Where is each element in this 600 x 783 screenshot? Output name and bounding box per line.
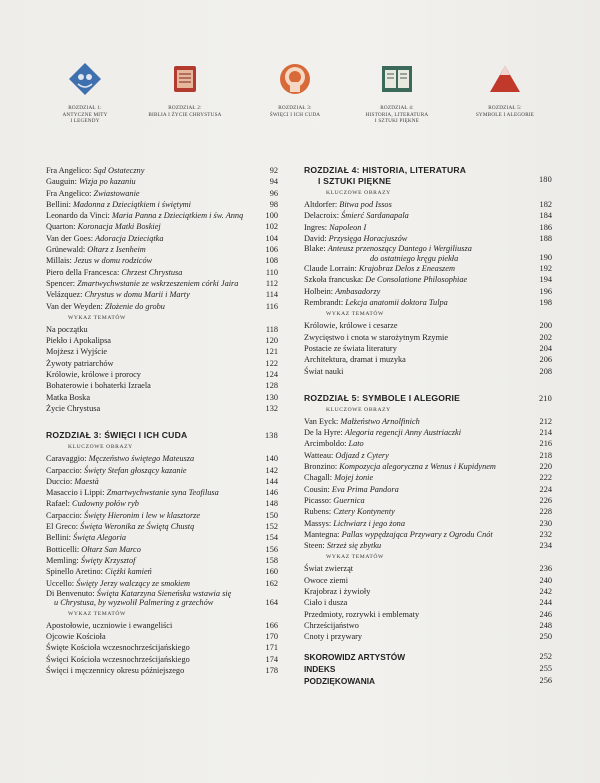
artist-name: Picasso: [304, 495, 334, 505]
red-mountain-icon [488, 62, 522, 96]
artist-name: Masaccio i Lippi: [46, 488, 107, 498]
theme-title: Piekło i Apokalipsa [46, 336, 111, 346]
work-title: Eva Prima Pandora [331, 484, 399, 494]
toc-entry [46, 453, 278, 464]
work-title: Cudowny połów ryb [72, 499, 139, 509]
toc-entry [304, 427, 552, 438]
chapter-3-emblem [250, 62, 340, 118]
toc-theme-entry [46, 642, 278, 653]
artist-name: Ingres: [304, 222, 330, 232]
toc-theme-entry [46, 403, 278, 414]
page-number: 232 [539, 529, 552, 539]
work-title: Jezus w domu rodziców [73, 256, 153, 266]
page-number: 218 [539, 450, 552, 460]
work-title: Ciężki kamień [105, 567, 152, 577]
toc-entry [46, 510, 278, 521]
key-works-heading: KLUCZOWE OBRAZY [68, 444, 133, 451]
contents-left-column [46, 165, 278, 676]
page-number: 250 [539, 632, 552, 642]
toc-entry [304, 274, 552, 285]
page-number: 255 [539, 663, 552, 673]
page-number: 142 [265, 465, 278, 475]
artist-name: Rembrandt: [304, 298, 346, 308]
artist-name: Delacroix: [304, 211, 342, 221]
page-number: 166 [265, 620, 278, 630]
toc-theme-entry [46, 665, 278, 676]
toc-theme-entry [46, 620, 278, 631]
work-title: Święty Stefan głoszący kazanie [84, 465, 187, 475]
work-title: Święty Jerzy walczący ze smokiem [76, 578, 191, 588]
artist-name: Fra Angelico: [46, 188, 94, 198]
page-number: 148 [265, 499, 278, 509]
artist-name: El Greco: [46, 522, 81, 532]
themes-heading: WYKAZ TEMATÓW [326, 554, 384, 561]
page-number: 156 [265, 544, 278, 554]
work-title: Kompozycja alegoryczna z Wenus i Kupidynem [339, 462, 496, 472]
toc-theme-entry [46, 335, 278, 346]
work-title: Napoleon I [329, 222, 367, 232]
artist-name: Cousin: [304, 484, 332, 494]
contents-right-column [304, 165, 552, 687]
toc-theme-entry [304, 597, 552, 608]
toc-theme-entry [304, 620, 552, 631]
work-title: Koronacja Matki Boskiej [77, 222, 161, 232]
toc-entry [46, 188, 278, 199]
artist-name: Rafael: [46, 499, 73, 509]
page-number: 92 [269, 166, 278, 175]
theme-title: Świat zwierząt [304, 564, 354, 574]
page-number: 114 [265, 290, 278, 300]
toc-entry [46, 476, 278, 487]
toc-theme-entry [304, 631, 552, 642]
open-book-icon [380, 62, 414, 96]
work-title: Odjazd z Cytery [335, 450, 389, 460]
page-number: 200 [539, 321, 552, 331]
artist-name: Leonardo da Vinci: [46, 211, 112, 221]
page-number: 146 [265, 488, 278, 498]
toc-entry [46, 233, 278, 244]
page-number: 104 [265, 233, 278, 243]
work-title: Zmartwychwstanie syna Teofilusa [106, 488, 219, 498]
toc-entry [46, 255, 278, 266]
toc-entry [46, 544, 278, 555]
toc-theme-entry [304, 563, 552, 574]
page-number: 102 [265, 222, 278, 232]
toc-theme-entry [304, 366, 552, 377]
page-number: 216 [539, 439, 552, 449]
page-number: 204 [539, 343, 552, 353]
page-number: 188 [539, 233, 552, 243]
toc-entry [46, 176, 278, 187]
toc-entry [304, 438, 552, 449]
page-number: 170 [265, 632, 278, 642]
work-title: Ołtarz z Isenheim [87, 245, 146, 255]
work-title: Święta Weronika ze Świętą Chustą [80, 522, 195, 532]
key-works-heading: KLUCZOWE OBRAZY [326, 406, 391, 413]
page-number: 212 [539, 416, 552, 426]
work-title: Lichwiarz i jego żona [333, 518, 405, 528]
work-title: Adoracja Dzieciątka [95, 233, 164, 243]
work-title: Mojej żonie [334, 473, 374, 483]
toc-entry [304, 461, 552, 472]
theme-title: Życie Chrystusa [46, 403, 101, 413]
page-number: 192 [539, 264, 552, 274]
chapter-4-heading: ROZDZIAŁ 4: HISTORIA, LITERATURA I SZTUKI PIĘKNE 180 [304, 165, 552, 186]
toc-entry: Blake: Anteusz przenoszący Dantego i Wergiliusza do ostatniego kręgu piekła 190 [304, 244, 552, 263]
page-number: 244 [539, 598, 552, 608]
work-title: Święta Alegoria [72, 533, 127, 543]
artist-name: Steen: [304, 541, 327, 551]
theme-title: Zwycięstwo i cnota w starożytnym Rzymie [304, 332, 449, 342]
work-title: Zwiastowanie [93, 188, 140, 198]
artist-name: Arcimboldo: [304, 439, 349, 449]
artist-name: Caravaggio: [46, 454, 89, 464]
toc-entry [46, 221, 278, 232]
toc-entry [46, 165, 278, 176]
page-number: 106 [265, 245, 278, 255]
page-number: 174 [265, 654, 278, 664]
toc-theme-entry [304, 586, 552, 597]
page-number: 236 [539, 564, 552, 574]
artist-name: Duccio: [46, 476, 75, 486]
theme-title: Matka Boska [46, 392, 91, 402]
toc-theme-entry [46, 324, 278, 335]
page-number: 208 [539, 366, 552, 376]
toc-entry [304, 263, 552, 274]
page-number: 144 [265, 476, 278, 486]
toc-entry [304, 210, 552, 221]
theme-title: Przedmioty, rozrywki i emblematy [304, 609, 420, 619]
toc-theme-entry [46, 346, 278, 357]
toc-entry [304, 518, 552, 529]
themes-heading: WYKAZ TEMATÓW [68, 610, 126, 617]
page-number: 256 [539, 675, 552, 685]
work-title: Wizja po kazaniu [78, 177, 136, 187]
back-matter-entry [304, 663, 552, 675]
page-number: 246 [539, 609, 552, 619]
page-number: 154 [265, 533, 278, 543]
artist-name: Memling: [46, 555, 81, 565]
chapter-icon-bar [40, 62, 570, 142]
page-number: 150 [265, 510, 278, 520]
page-number: 248 [539, 620, 552, 630]
chapter-4-emblem [352, 62, 442, 125]
artist-name: Millais: [46, 256, 74, 266]
page-number: 116 [265, 301, 278, 311]
work-title: Zmartwychwstanie ze wskrzeszeniem córki Jaira [77, 278, 239, 288]
work-title: Lekcja anatomii doktora Tulpa [345, 298, 448, 308]
toc-theme-entry [46, 369, 278, 380]
work-title: Małżeństwo Arnolfinich [340, 416, 420, 426]
page-number: 122 [265, 358, 278, 368]
theme-title: Chrześcijaństwo [304, 620, 359, 630]
page-number: 98 [269, 199, 278, 209]
theme-title: Owoce ziemi [304, 575, 349, 585]
page-number: 108 [265, 256, 278, 266]
artist-name: Claude Lorrain: [304, 264, 359, 274]
work-title: Męczeństwo świętego Mateusza [88, 454, 195, 464]
toc-entry [304, 286, 552, 297]
page-number: 214 [539, 428, 552, 438]
toc-entry [46, 289, 278, 300]
artist-name: Piero della Francesca: [46, 267, 122, 277]
page-number: 128 [265, 381, 278, 391]
toc-entry [46, 521, 278, 532]
work-title: Ołtarz San Marco [81, 544, 141, 554]
work-title: De Consolatione Philosophiae [365, 275, 468, 285]
toc-theme-entry [46, 358, 278, 369]
artist-name: Mantegna: [304, 529, 342, 539]
toc-entry [304, 222, 552, 233]
toc-entry [46, 532, 278, 543]
toc-theme-entry [46, 392, 278, 403]
theme-title: Krajobraz i żywioły [304, 587, 371, 597]
toc-theme-entry [304, 332, 552, 343]
page-number: 96 [269, 188, 278, 198]
page-number: 118 [265, 324, 278, 334]
artist-name: Bronzino: [304, 462, 340, 472]
work-title: Chrystus w domu Marii i Marty [84, 290, 190, 300]
toc-entry [304, 297, 552, 308]
work-title: Święty Krzysztof [80, 555, 136, 565]
page-number: 182 [539, 200, 552, 209]
page-number: 234 [539, 541, 552, 551]
back-matter-title: PODZIĘKOWANIA [304, 675, 375, 686]
theme-title: Cnoty i przywary [304, 632, 363, 642]
artist-name: Chagall: [304, 473, 335, 483]
toc-entry [304, 233, 552, 244]
chapter-1-label: ROZDZIAŁ 1: ANTYCZNE MITY I LEGENDY [62, 105, 108, 125]
page-number: 130 [265, 392, 278, 402]
work-title: Alegoria regencji Anny Austriaczki [344, 428, 461, 438]
page-number: 152 [265, 522, 278, 532]
work-title: Śmierć Sardanapala [341, 211, 409, 221]
artist-name: Bellini: [46, 533, 73, 543]
key-works-heading: KLUCZOWE OBRAZY [326, 190, 391, 196]
back-matter-title: INDEKS [304, 663, 336, 674]
page-number: 226 [539, 495, 552, 505]
toc-entry [46, 578, 278, 589]
toc-entry [46, 566, 278, 577]
artist-name: Uccello: [46, 578, 77, 588]
page-number: 162 [265, 578, 278, 588]
work-title: Pallas wypędzająca Przywary z Ogrodu Cnót [341, 529, 493, 539]
page-number: 124 [265, 370, 278, 380]
toc-entry [46, 465, 278, 476]
page-number: 220 [539, 462, 552, 472]
chapter-2-emblem [140, 62, 230, 118]
toc-entry [46, 555, 278, 566]
back-matter-entry [304, 675, 552, 687]
page-number: 252 [539, 651, 552, 661]
artist-name: Carpaccio: [46, 465, 85, 475]
toc-theme-entry [46, 654, 278, 665]
toc-entry [304, 199, 552, 210]
artist-name: Van der Goes: [46, 233, 96, 243]
theme-title: Żywoty patriarchów [46, 358, 114, 368]
page-number: 121 [265, 347, 278, 357]
chapter-1-emblem [40, 62, 130, 125]
page-number: 242 [539, 587, 552, 597]
artist-name: De la Hyre: [304, 428, 345, 438]
toc-entry [304, 416, 552, 427]
artist-name: Massys: [304, 518, 334, 528]
work-title: Chrzest Chrystusa [121, 267, 183, 277]
artist-name: Bellini: [46, 199, 73, 209]
toc-entry [304, 484, 552, 495]
artist-name: Van Eyck: [304, 416, 341, 426]
page-number: 110 [265, 267, 278, 277]
toc-theme-entry [304, 320, 552, 331]
toc-entry [304, 529, 552, 540]
work-title: Maestà [74, 476, 99, 486]
artist-name: Quarton: [46, 222, 78, 232]
work-title: Guernica [333, 495, 365, 505]
work-title: Cztery Kontynenty [333, 507, 395, 517]
page-number: 120 [265, 336, 278, 346]
artist-name: Altdorfer: [304, 200, 340, 209]
theme-title: Święci i męczennicy okresu późniejszego [46, 665, 185, 675]
chapter-5-heading: ROZDZIAŁ 5: SYMBOLE I ALEGORIE 210 [304, 392, 552, 403]
page-number: 140 [265, 454, 278, 464]
page-number: 222 [539, 473, 552, 483]
work-title: Sąd Ostateczny [93, 166, 145, 175]
page-number: 206 [539, 355, 552, 365]
toc-entry [46, 487, 278, 498]
work-title: Bitwa pod Issos [339, 200, 392, 209]
toc-theme-entry [304, 609, 552, 620]
chapter-3-heading: ROZDZIAŁ 3: ŚWIĘCI I ICH CUDA 138 [46, 430, 278, 441]
theme-title: Na początku [46, 324, 88, 334]
artist-name: Rubens: [304, 507, 334, 517]
theme-title: Świat nauki [304, 366, 344, 376]
artist-name: Spencer: [46, 278, 78, 288]
artist-name: Holbein: [304, 286, 336, 296]
page-number: 160 [265, 567, 278, 577]
toc-entry [46, 278, 278, 289]
theme-title: Postacie ze świata literatury [304, 343, 397, 353]
artist-name: Velázquez: [46, 290, 85, 300]
theme-title: Apostołowie, uczniowie i ewangeliści [46, 620, 173, 630]
toc-theme-entry [46, 631, 278, 642]
page-number: 196 [539, 286, 552, 296]
theme-title: Architektura, dramat i muzyka [304, 355, 406, 365]
toc-entry [304, 495, 552, 506]
toc-entry [304, 506, 552, 517]
toc-entry [46, 199, 278, 210]
theme-title: Bohaterowie i bohaterki Izraela [46, 381, 151, 391]
work-title: Maria Panna z Dzieciątkiem i św. Anną [111, 211, 244, 221]
artist-name: Szkoła francuska: [304, 275, 366, 285]
theme-title: Ciało i dusza [304, 598, 348, 608]
artist-name: Van der Weyden: [46, 301, 105, 311]
work-title: Madonna z Dzieciątkiem i świętymi [72, 199, 191, 209]
toc-theme-entry [304, 343, 552, 354]
artist-name: Gauguin: [46, 177, 79, 187]
page-number: 112 [265, 278, 278, 288]
page-number: 230 [539, 518, 552, 528]
toc-theme-entry [304, 575, 552, 586]
toc-entry [304, 450, 552, 461]
work-title: Święty Hieronim i lew w klasztorze [84, 510, 201, 520]
toc-entry [304, 472, 552, 483]
scroll-icon [168, 62, 202, 96]
toc-entry [46, 210, 278, 221]
page-number: 228 [539, 507, 552, 517]
themes-heading: WYKAZ TEMATÓW [68, 314, 126, 321]
artist-name: Watteau: [304, 450, 336, 460]
chapter-5-emblem [460, 62, 550, 118]
work-title: Ambasadorzy [335, 286, 381, 296]
theme-title: Święci Kościoła wczesnochrześcijańskiego [46, 654, 190, 664]
toc-entry: Di Benvenuto: Święta Katarzyna Sieneńska wstawia się u Chrystusa, by wyzwolił Palmering z grzechów 164 [46, 588, 278, 608]
artist-name: Botticelli: [46, 544, 82, 554]
work-title: Przysięga Horacjuszów [328, 233, 408, 243]
owl-emblem-icon [68, 62, 102, 96]
toc-entry [46, 498, 278, 509]
theme-title: Mojżesz i Wyjście [46, 347, 108, 357]
work-title: Złożenie do grobu [104, 301, 165, 311]
artist-name: David: [304, 233, 329, 243]
page-number: 240 [539, 575, 552, 585]
theme-title: Królowie, królowe i prorocy [46, 370, 141, 380]
artist-name: Grünewald: [46, 245, 88, 255]
page-number: 184 [539, 211, 552, 221]
work-title: Lato [348, 439, 364, 449]
toc-entry [46, 244, 278, 255]
artist-name: Spinello Aretino: [46, 567, 105, 577]
work-title: Strzeż się zbytku [326, 541, 382, 551]
page-number: 132 [265, 403, 278, 413]
theme-title: Święte Kościoła wczesnochrześcijańskiego [46, 643, 190, 653]
back-matter-entry [304, 651, 552, 663]
page-number: 202 [539, 332, 552, 342]
artist-name: Carpaccio: [46, 510, 85, 520]
page-number: 171 [265, 643, 278, 653]
toc-theme-entry [304, 354, 552, 365]
page-number: 178 [265, 665, 278, 675]
back-matter-title: SKOROWIDZ ARTYSTÓW [304, 651, 406, 662]
page-number: 194 [539, 275, 552, 285]
page-number: 186 [539, 222, 552, 232]
page-number: 158 [265, 555, 278, 565]
work-title: Krajobraz Delos z Eneaszem [358, 264, 455, 274]
toc-theme-entry [46, 380, 278, 391]
chapter-4-label: ROZDZIAŁ 4: HISTORIA, LITERATURA I SZTUKI PIĘKNE [365, 105, 429, 125]
chapter-3-label: ROZDZIAŁ 3: ŚWIĘCI I ICH CUDA [269, 105, 321, 118]
toc-entry [46, 301, 278, 312]
toc-entry [304, 540, 552, 551]
theme-title: Królowie, królowe i cesarze [304, 321, 398, 331]
page-number: 94 [269, 177, 278, 187]
chapter-5-label: ROZDZIAŁ 5: SYMBOLE I ALEGORIE [475, 105, 535, 118]
page-number: 224 [539, 484, 552, 494]
artist-name: Fra Angelico: [46, 166, 94, 175]
themes-heading: WYKAZ TEMATÓW [326, 311, 384, 318]
page-number: 198 [539, 298, 552, 308]
halo-saint-icon [278, 62, 312, 96]
toc-entry [46, 267, 278, 278]
theme-title: Ojcowie Kościoła [46, 632, 106, 642]
page-number: 100 [265, 211, 278, 221]
chapter-2-label: ROZDZIAŁ 2: BIBLIA I ŻYCIE CHRYSTUSA [148, 105, 222, 118]
